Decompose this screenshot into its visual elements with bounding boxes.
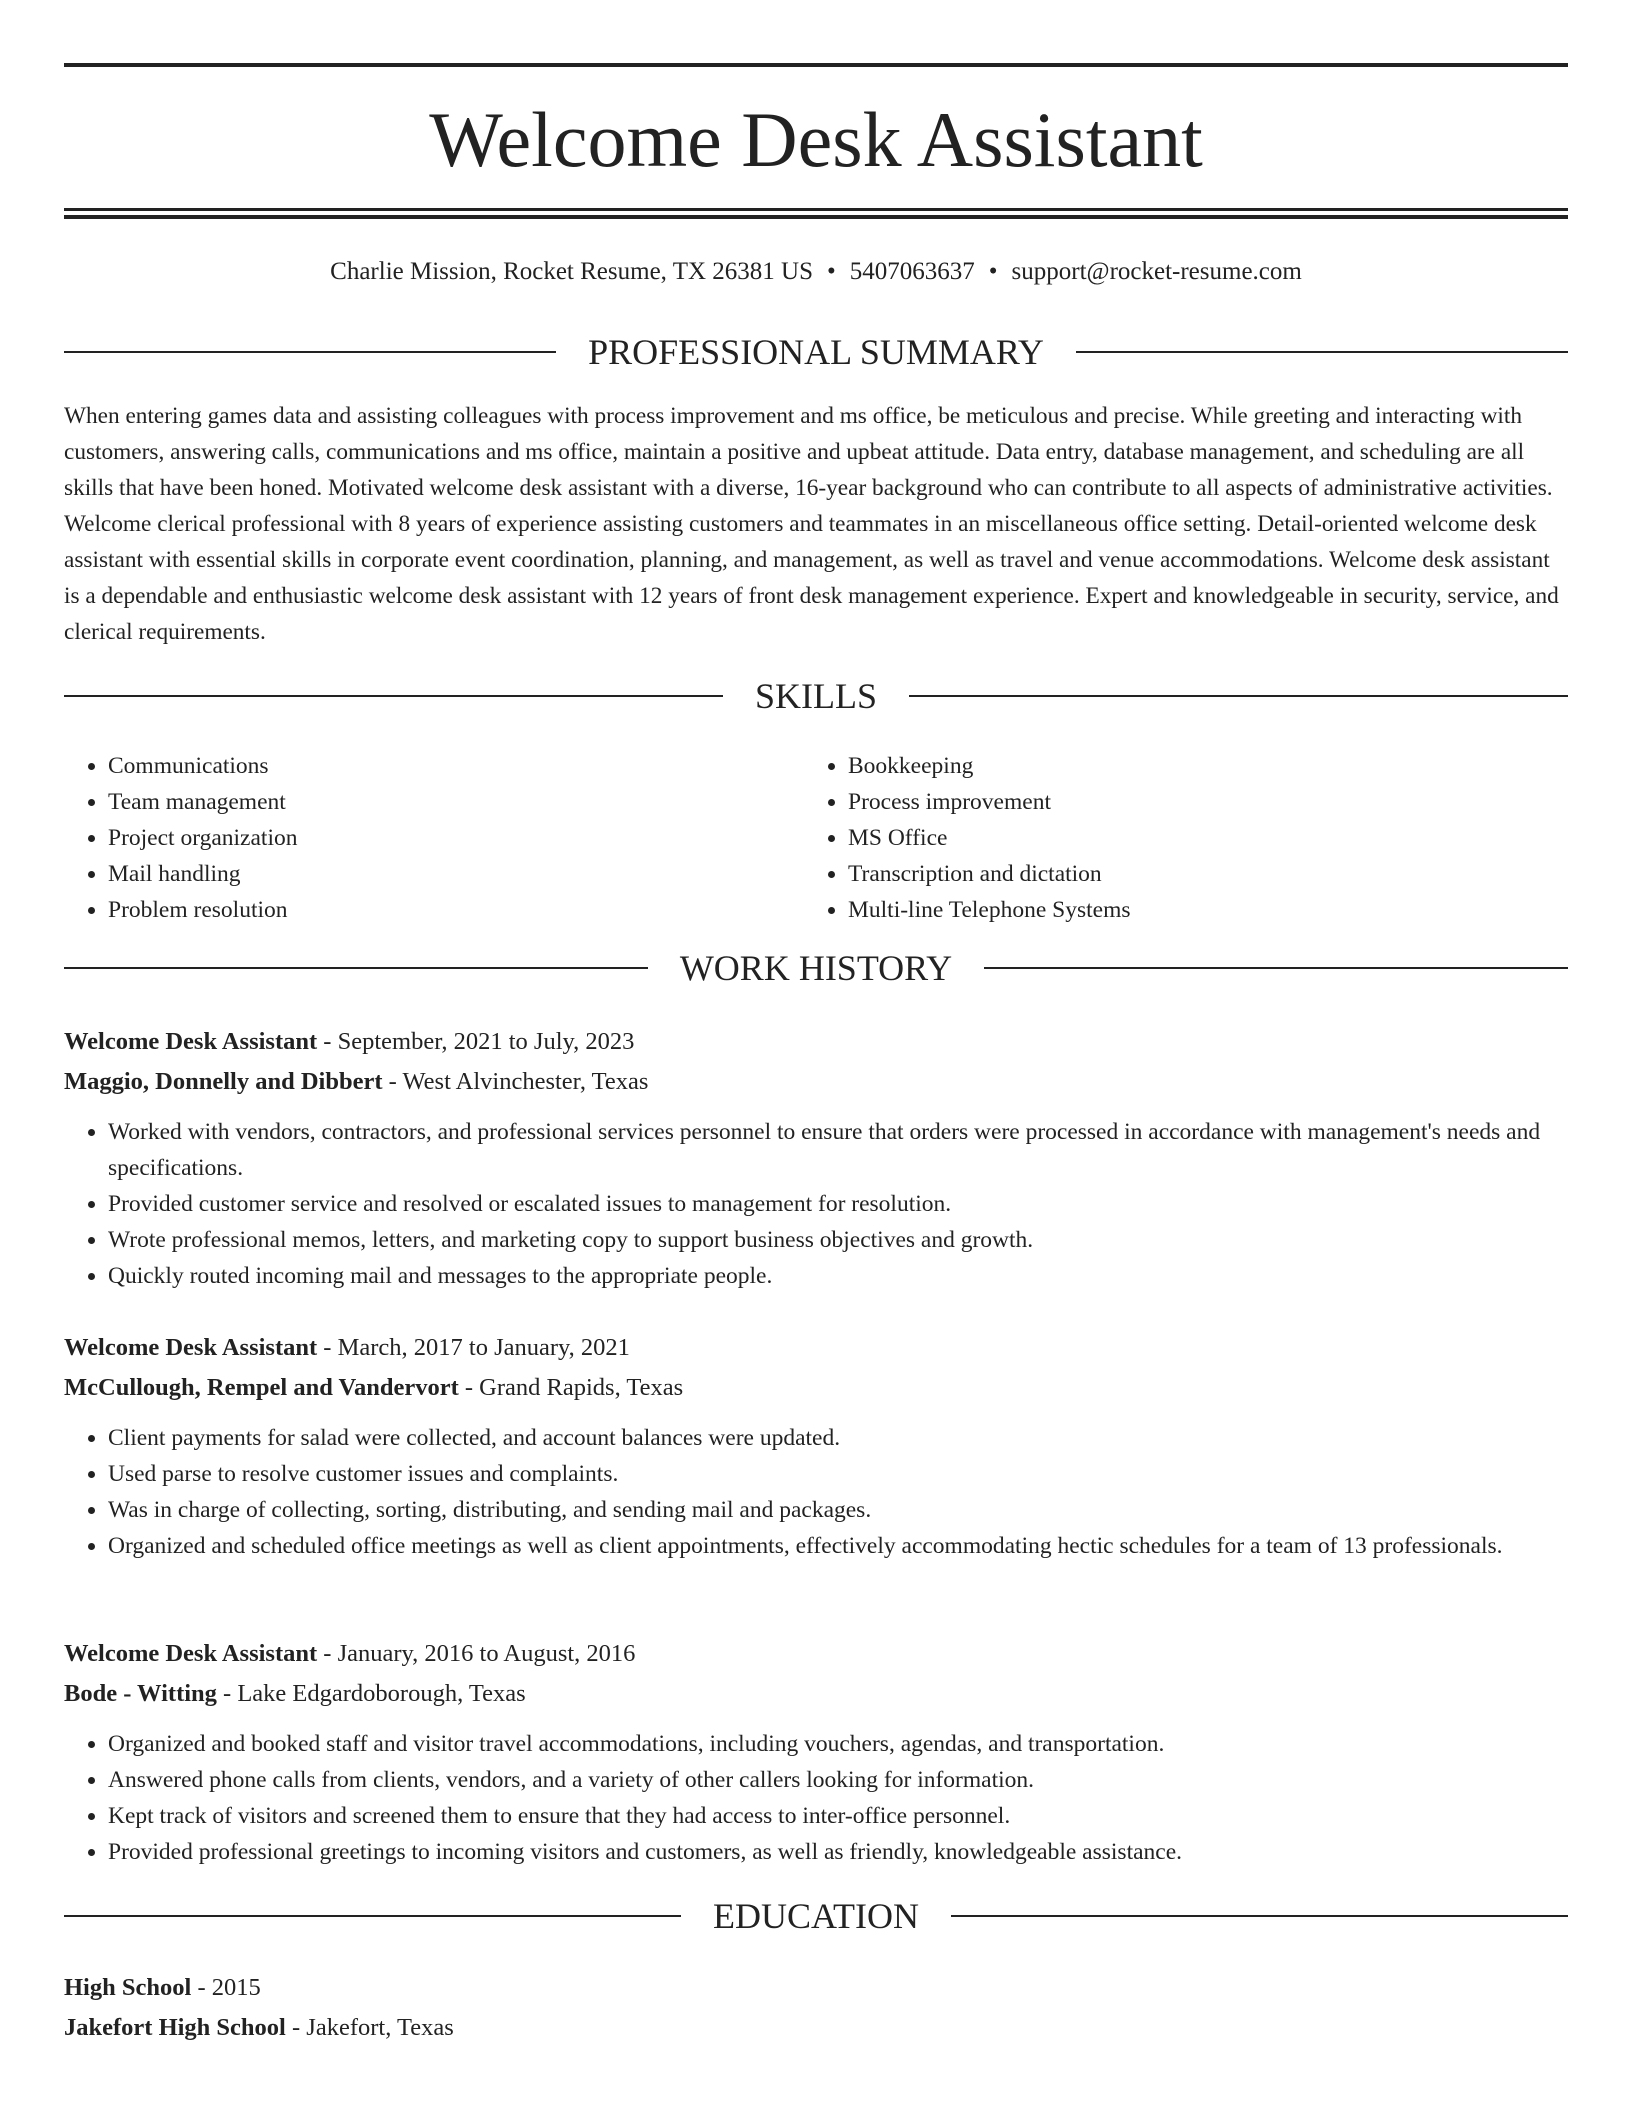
job-role: Welcome Desk Assistant [64, 1640, 318, 1667]
education-degree: High School [64, 1974, 192, 2001]
section-rule [64, 1915, 681, 1917]
contact-phone: 5407063637 [849, 258, 975, 285]
contact-separator: • [827, 258, 836, 285]
job-company-line [64, 1368, 1568, 1408]
job-bullet: • Answered phone calls from clients, vendors, and a variety of other callers looking for information. [108, 1762, 1568, 1798]
title-double-rule [64, 208, 1568, 219]
section-rule [951, 1915, 1568, 1917]
job-dates: - January, 2016 to August, 2016 [317, 1640, 636, 1667]
section-title-summary: PROFESSIONAL SUMMARY [588, 332, 1044, 372]
job-location: - Grand Rapids, Texas [458, 1374, 684, 1401]
job-bullet: • Wrote professional memos, letters, and marketing copy to support business objectives and growth. [108, 1222, 1568, 1258]
job-bullets [64, 1420, 1568, 1564]
job-dates: - March, 2017 to January, 2021 [317, 1334, 630, 1361]
job-title-line [64, 1328, 1568, 1368]
job-bullet: • Worked with vendors, contractors, and professional services personnel to ensure that orders were processed in accordance with management's needs and specifications. [108, 1114, 1568, 1186]
section-rule [1076, 351, 1568, 353]
education-year: - 2015 [191, 1974, 261, 2001]
job-role: Welcome Desk Assistant [64, 1334, 318, 1361]
job-company-line [64, 1674, 1568, 1714]
section-rule [909, 695, 1568, 697]
job-bullets [64, 1726, 1568, 1870]
job-location: - West Alvinchester, Texas [382, 1068, 649, 1095]
section-header-education [64, 1896, 1568, 1936]
job-bullet: • Kept track of visitors and screened them to ensure that they had access to inter-office personnel. [108, 1798, 1568, 1834]
skill-item: • Multi-line Telephone Systems [848, 892, 1548, 928]
section-header-work-history [64, 948, 1568, 988]
section-rule [984, 967, 1568, 969]
top-rule [64, 63, 1568, 67]
job-bullet: • Used parse to resolve customer issues and complaints. [108, 1456, 1568, 1492]
job-dates: - September, 2021 to July, 2023 [317, 1028, 635, 1055]
job-company-line [64, 1062, 1568, 1102]
job-entry [64, 1022, 1568, 1294]
section-rule [64, 351, 556, 353]
job-title-line [64, 1634, 1568, 1674]
job-company: Bode - Witting [64, 1680, 217, 1707]
skills-column-right [806, 748, 1548, 928]
skill-item: • Mail handling [108, 856, 806, 892]
professional-summary-text: When entering games data and assisting colleagues with process improvement and ms office, be meticulous and precise. While greeting and interacting with customers, answering calls, communications and ms office, maintain a positive and upbeat attitude. Data entry, database management, and scheduling are all skills that have been honed. Motivated welcome desk assistant with a diverse, 16-year background who can contribute to all aspects of administrative activities. Welcome clerical professional with 8 years of experience assisting customers and teammates in an miscellaneous office setting. Detail-oriented welcome desk assistant with essential skills in corporate event coordination, planning, and management, as well as travel and venue accommodations. Welcome desk assistant is a dependable and enthusiastic welcome desk assistant with 12 years of front desk management experience. Expert and knowledgeable in security, service, and clerical requirements. [64, 403, 1559, 645]
education-school: Jakefort High School [64, 2014, 286, 2041]
job-role: Welcome Desk Assistant [64, 1028, 318, 1055]
education-location: - Jakefort, Texas [285, 2014, 454, 2041]
skills-list [64, 748, 1568, 928]
skill-item: • Team management [108, 784, 806, 820]
section-title-work-history: WORK HISTORY [679, 948, 953, 988]
section-header-summary [64, 332, 1568, 372]
job-title-line [64, 1022, 1568, 1062]
skill-item: • Transcription and dictation [848, 856, 1548, 892]
section-rule [64, 967, 648, 969]
education-degree-line [64, 1968, 1568, 2008]
job-bullet: • Organized and booked staff and visitor travel accommodations, including vouchers, agendas, and transportation. [108, 1726, 1568, 1762]
job-bullets [64, 1114, 1568, 1294]
contact-address: Charlie Mission, Rocket Resume, TX 26381 US [330, 258, 814, 285]
skill-item: • MS Office [848, 820, 1548, 856]
section-header-skills [64, 676, 1568, 716]
education-entry [64, 1968, 1568, 2048]
job-bullet: • Provided professional greetings to incoming visitors and customers, as well as friendly, knowledgeable assistance. [108, 1834, 1568, 1870]
skill-item: • Bookkeeping [848, 748, 1548, 784]
job-entry [64, 1328, 1568, 1564]
contact-line [64, 254, 1568, 290]
section-title-skills: SKILLS [755, 676, 878, 716]
contact-email: support@rocket-resume.com [1011, 258, 1302, 285]
job-bullet: • Organized and scheduled office meetings as well as client appointments, effectively accommodating hectic schedules for a team of 13 professionals. [108, 1528, 1568, 1564]
skill-item: • Process improvement [848, 784, 1548, 820]
education-school-line [64, 2008, 1568, 2048]
section-rule [64, 695, 723, 697]
job-bullet: • Was in charge of collecting, sorting, distributing, and sending mail and packages. [108, 1492, 1568, 1528]
skill-item: • Project organization [108, 820, 806, 856]
section-title-education: EDUCATION [713, 1896, 919, 1936]
resume-title: Welcome Desk Assistant [429, 96, 1203, 183]
job-company: Maggio, Donnelly and Dibbert [64, 1068, 383, 1095]
skill-item: • Problem resolution [108, 892, 806, 928]
job-bullet: • Provided customer service and resolved or escalated issues to management for resolution. [108, 1186, 1568, 1222]
job-bullet: • Client payments for salad were collected, and account balances were updated. [108, 1420, 1568, 1456]
job-bullet: • Quickly routed incoming mail and messages to the appropriate people. [108, 1258, 1568, 1294]
skill-item: • Communications [108, 748, 806, 784]
job-entry [64, 1634, 1568, 1870]
job-company: McCullough, Rempel and Vandervort [64, 1374, 459, 1401]
contact-separator: • [988, 258, 998, 285]
job-location: - Lake Edgardoborough, Texas [216, 1680, 526, 1707]
skills-column-left [64, 748, 806, 928]
